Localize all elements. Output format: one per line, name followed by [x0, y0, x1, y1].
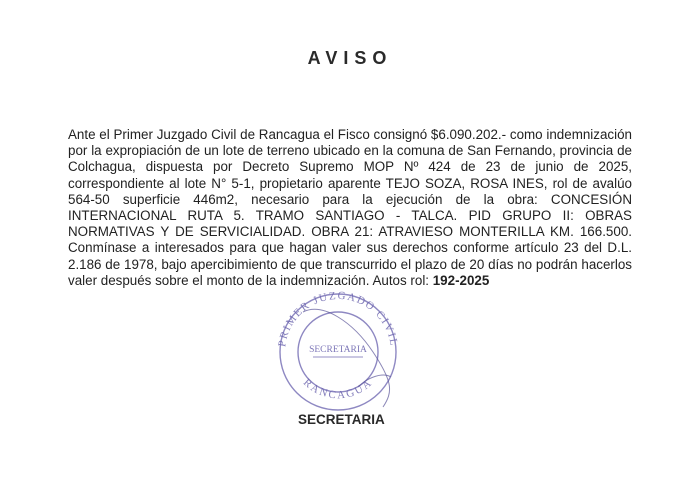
notice-title: AVISO — [307, 48, 393, 68]
notice-body — [68, 127, 632, 289]
notice-body-text: Ante el Primer Juzgado Civil de Rancagua el Fisco consignó $6.090.202.- como indemnización por la expropiación de un lote de terreno ubicado en la comuna de San Fernando, provincia de Colchagua, dispuesta por Decreto Supremo MOP Nº 424 de 23 de junio de 2025, correspondiente al lote N° 5-1, propietario aparente TEJO SOZA, ROSA INES, rol de avalúo 564-50 superficie 446m2, necesario para la ejecución de la obra: CONCESIÓN INTERNACIONAL RUTA 5. TRAMO SANTIAGO - TALCA. PID GRUPO II: OBRAS NORMATIVAS Y DE SERVICIALIDAD. OBRA 21: ATRAVIESO MONTERILLA KM. 166.500. Conmínase a interesados para que hagan valer sus derechos conforme artículo 23 del D.L. 2.186 de 1978, bajo apercibimiento de que transcurrido el plazo de 20 días no podrán hacerlos valer después sobre el monto de la indemnización. Autos rol: — [68, 127, 632, 288]
stamp-ring-bottom: RANCAGUA — [300, 376, 376, 402]
svg-text:PRIMER JUZGADO CIVIL — [276, 290, 400, 348]
stamp-ring-top: PRIMER JUZGADO CIVIL — [276, 289, 400, 348]
svg-text:RANCAGUA — [301, 376, 375, 401]
case-number: 192-2025 — [432, 272, 490, 288]
court-seal-stamp — [263, 282, 413, 412]
stamp-center-text: SECRETARIA — [309, 345, 367, 355]
signature-label: SECRETARIA — [298, 412, 385, 427]
